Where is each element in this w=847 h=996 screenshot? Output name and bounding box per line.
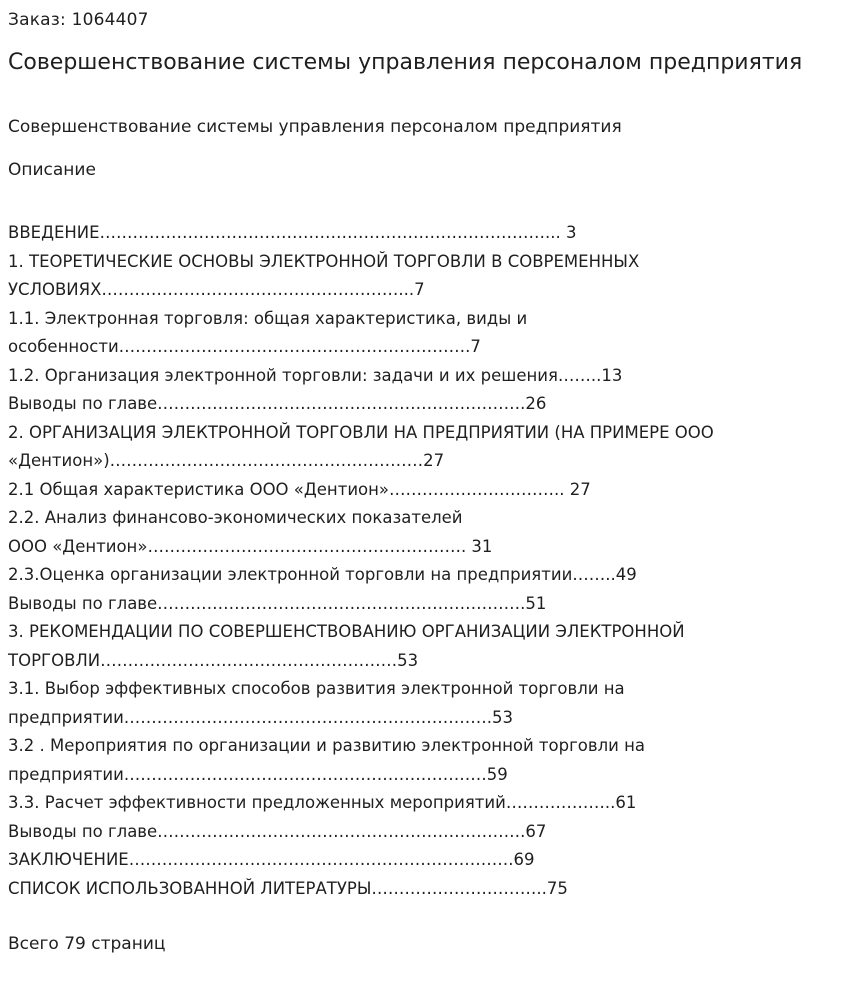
toc-line: Выводы по главе………………………………………………………….67: [8, 821, 547, 841]
toc-line: 1.1. Электронная торговля: общая характеристика, виды и: [8, 308, 528, 328]
toc-line: 3.3. Расчет эффективности предложенных мероприятий………………..61: [8, 793, 637, 812]
toc-line: 2.3.Оценка организации электронной торговли на предприятии……..49: [8, 565, 637, 584]
page-subtitle: Совершенствование системы управления персоналом предприятия: [8, 117, 622, 137]
toc-line: Выводы по главе………………………………………………………….26: [8, 394, 547, 413]
toc-line: 1.2. Организация электронной торговли: задачи и их решения……..13: [8, 365, 623, 385]
toc-line: Выводы по главе………………………………………………………….51: [8, 593, 547, 613]
toc-line: ТОРГОВЛИ………………………………………………53: [8, 650, 419, 670]
order-number: Заказ: 1064407: [8, 10, 149, 30]
toc-line: УСЛОВИЯХ………………………………………………...7: [8, 280, 425, 299]
toc-line: 1. ТЕОРЕТИЧЕСКИЕ ОСНОВЫ ЭЛЕКТРОННОЙ ТОРГОВЛИ В СОВРЕМЕННЫХ: [8, 251, 640, 271]
toc-line: «Дентион»)…………………………………………………27: [8, 451, 445, 470]
toc-line: 2.2. Анализ финансово-экономических показателей: [8, 508, 463, 527]
toc-line: предприятии………………………………………………………….53: [8, 707, 514, 727]
toc-line: ООО «Дентион»…………………………………………………. 31: [8, 536, 493, 556]
toc-line: ЗАКЛЮЧЕНИЕ…………………………………………………………….69: [8, 850, 535, 869]
toc-line: предприятии…………………………………………………………59: [8, 764, 508, 784]
toc-line: 2.1 Общая характеристика ООО «Дентион»………………………….. 27: [8, 479, 591, 499]
toc-line: 3.1. Выбор эффективных способов развития электронной торговли на: [8, 679, 625, 698]
toc-line: 3. РЕКОМЕНДАЦИИ ПО СОВЕРШЕНСТВОВАНИЮ ОРГАНИЗАЦИИ ЭЛЕКТРОННОЙ: [8, 622, 685, 641]
toc-line: 2. ОРГАНИЗАЦИЯ ЭЛЕКТРОННОЙ ТОРГОВЛИ НА ПРЕДПРИЯТИИ (НА ПРИМЕРЕ ООО: [8, 422, 714, 442]
table-of-contents: [8, 219, 843, 903]
page-title: Совершенствование системы управления персоналом предприятия: [8, 50, 803, 75]
total-pages: Всего 79 страниц: [8, 934, 166, 954]
description-heading: Описание: [8, 160, 96, 180]
toc-line: особенности……………………………………………………….7: [8, 337, 481, 356]
toc-line: СПИСОК ИСПОЛЬЗОВАННОЙ ЛИТЕРАТУРЫ…………………………..75: [8, 878, 568, 898]
toc-line: ВВЕДЕНИЕ………………………………………………………………………... 3: [8, 223, 577, 242]
toc-line: 3.2 . Мероприятия по организации и развитию электронной торговли на: [8, 736, 646, 755]
